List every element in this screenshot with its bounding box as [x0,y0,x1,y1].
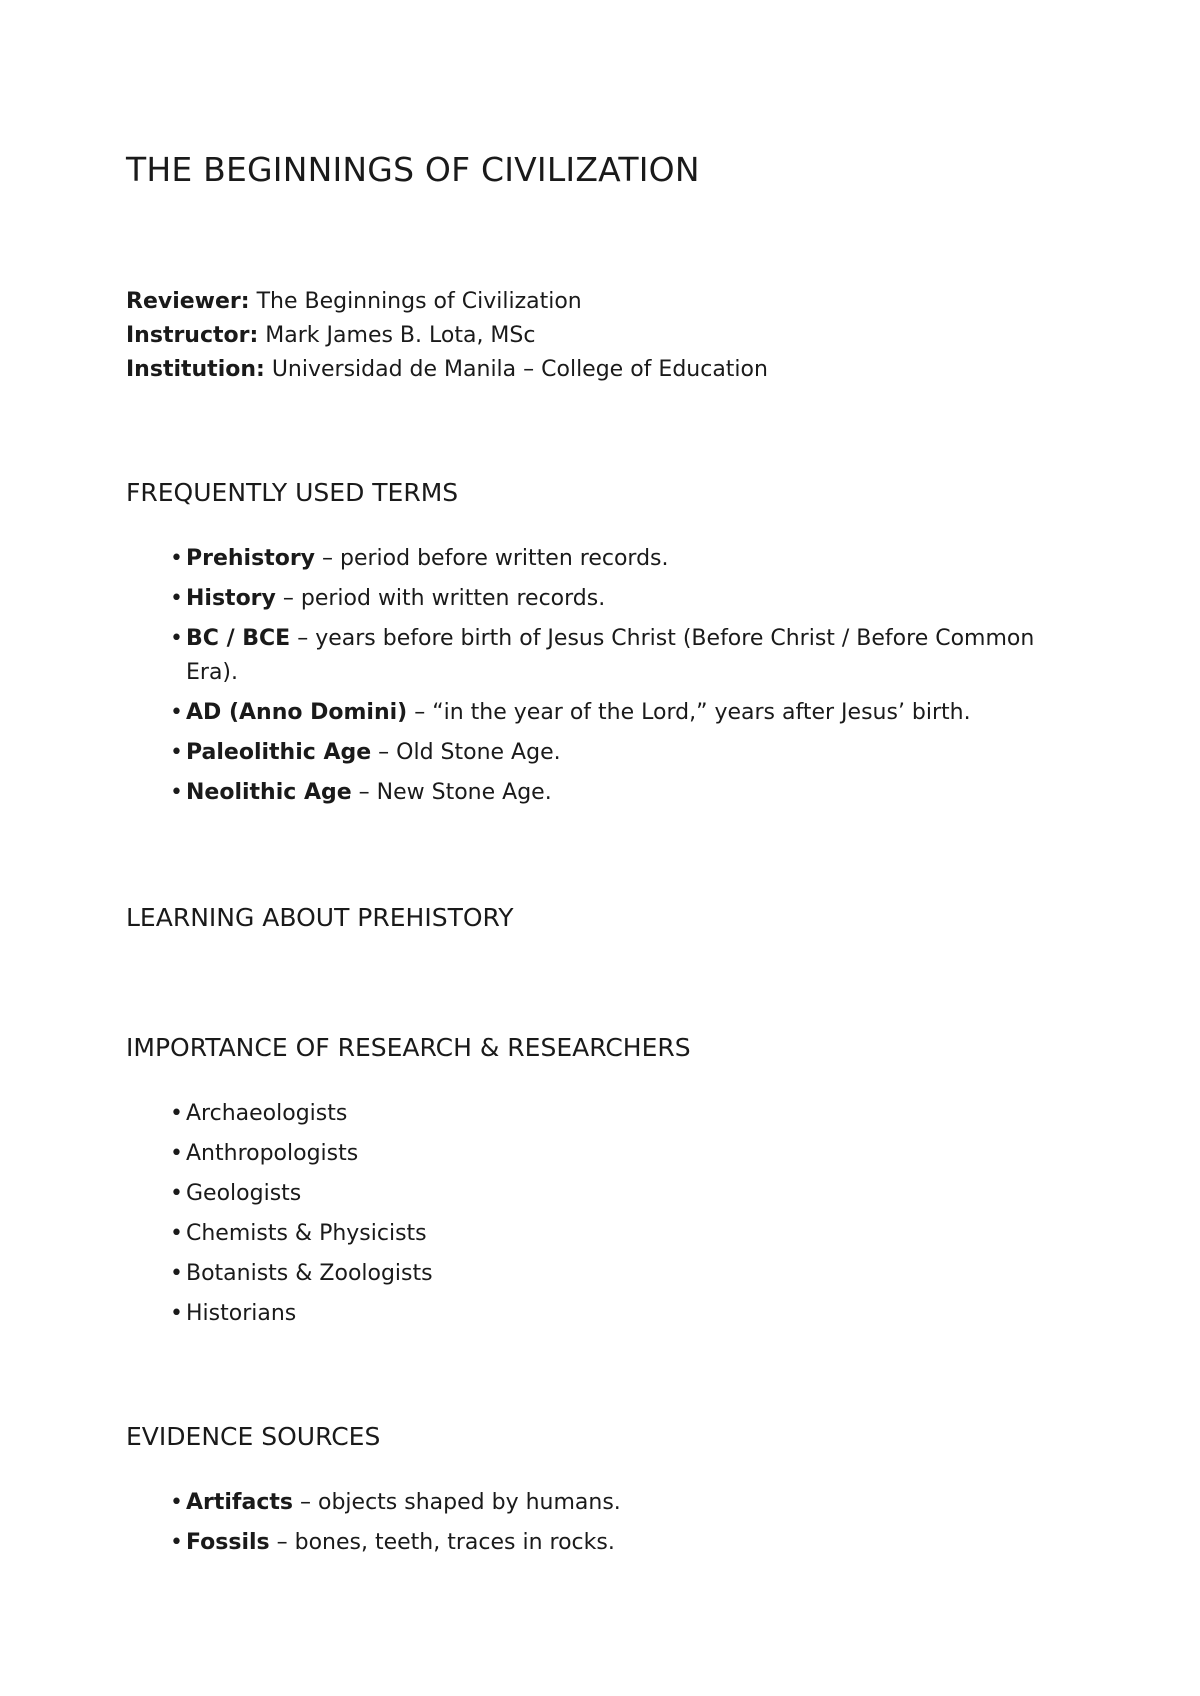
term-definition: – period with written records. [282,586,606,611]
meta-label: Institution: [126,357,265,382]
term-definition: – New Stone Age. [358,780,552,805]
term: History [186,586,276,611]
meta-label: Instructor: [126,323,259,348]
researchers-list [170,1097,1086,1337]
list-item [170,582,1086,616]
list-item [170,696,1086,730]
document-meta [126,285,768,387]
term: BC / BCE [186,626,291,651]
meta-institution [126,353,768,387]
term: Paleolithic Age [186,740,372,765]
meta-value: Universidad de Manila – College of Education [271,357,768,382]
list-item [170,1486,1086,1520]
list-item: • Historians [170,1297,1086,1331]
term-definition: – objects shaped by humans. [300,1490,621,1515]
meta-value: Mark James B. Lota, MSc [265,323,536,348]
term-definition: – “in the year of the Lord,” years after Jesus’ birth. [414,700,971,725]
list-item [170,736,1086,770]
meta-instructor [126,319,768,353]
section-heading-research: IMPORTANCE OF RESEARCH & RESEARCHERS [126,1033,691,1062]
term: AD (Anno Domini) [186,700,408,725]
list-item [170,1526,1086,1560]
term: Neolithic Age [186,780,352,805]
list-item: • Anthropologists [170,1137,1086,1171]
term-definition: – Old Stone Age. [378,740,561,765]
meta-value: The Beginnings of Civilization [256,289,582,314]
page-title: THE BEGINNINGS OF CIVILIZATION [126,150,700,189]
term-definition: – period before written records. [322,546,669,571]
term: Artifacts [186,1490,294,1515]
list-item: • Chemists & Physicists [170,1217,1086,1251]
list-item: • Botanists & Zoologists [170,1257,1086,1291]
section-heading-terms: FREQUENTLY USED TERMS [126,478,459,507]
term: Prehistory [186,546,316,571]
list-item [170,542,1086,576]
term-definition: – bones, teeth, traces in rocks. [276,1530,615,1555]
terms-list [170,542,1086,816]
meta-label: Reviewer: [126,289,250,314]
section-heading-evidence: EVIDENCE SOURCES [126,1422,381,1451]
meta-reviewer [126,285,768,319]
list-item: • Geologists [170,1177,1086,1211]
list-item [170,622,1076,690]
term-definition: – years before birth of Jesus Christ (Before Christ / Before Common Era). [186,626,1035,685]
list-item: • Archaeologists [170,1097,1086,1131]
list-item [170,776,1086,810]
evidence-list [170,1486,1086,1566]
section-heading-prehistory: LEARNING ABOUT PREHISTORY [126,903,514,932]
term: Fossils [186,1530,270,1555]
